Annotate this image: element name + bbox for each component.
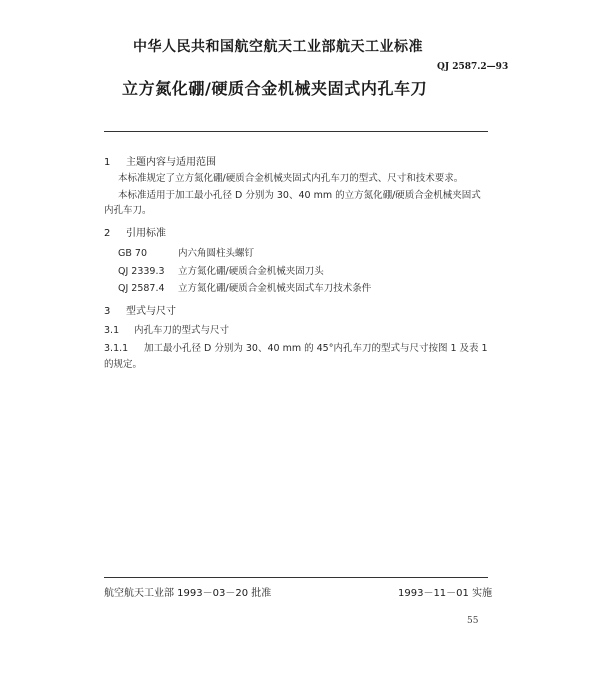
reference-item bbox=[118, 263, 324, 277]
reference-title: 立方氮化硼/硬质合金机械夹固刀头 bbox=[178, 266, 324, 277]
section-1-title: 主题内容与适用范围 bbox=[126, 157, 216, 168]
subsection-3-1-1-text: 加工最小孔径 D 分别为 30、40 mm 的 45°内孔车刀的型式与尺寸按图 1 及表 1 bbox=[144, 343, 488, 354]
section-3-number: 3 bbox=[104, 306, 111, 317]
reference-item bbox=[118, 245, 254, 259]
section-3-heading bbox=[104, 302, 176, 317]
reference-title: 立方氮化硼/硬质合金机械夹固式车刀技术条件 bbox=[178, 283, 372, 294]
standard-code: QJ 2587.2—93 bbox=[437, 62, 509, 72]
effective-date: 1993－11－01 实施 bbox=[398, 588, 493, 599]
section-1-paragraph-1: 本标准规定了立方氮化硼/硬质合金机械夹固式内孔车刀的型式、尺寸和技术要求。 bbox=[118, 173, 464, 184]
header-divider bbox=[104, 131, 488, 132]
subsection-3-1-1-line-1 bbox=[104, 340, 488, 354]
section-1-paragraph-2-line-2: 内孔车刀。 bbox=[104, 205, 152, 216]
approval-line: 航空航天工业部 1993－03－20 批准 bbox=[104, 588, 272, 599]
subsection-3-1-number: 3.1 bbox=[104, 325, 120, 336]
section-1-paragraph-2-line-1: 本标准适用于加工最小孔径 D 分别为 30、40 mm 的立方氮化硼/硬质合金机械夹固式 bbox=[118, 190, 481, 201]
reference-code: GB 70 bbox=[118, 248, 147, 259]
subsection-3-1-1-number: 3.1.1 bbox=[104, 343, 129, 354]
reference-item bbox=[118, 280, 371, 294]
page-number: 55 bbox=[467, 616, 479, 626]
section-1-heading bbox=[104, 153, 216, 168]
reference-title: 内六角圆柱头螺钉 bbox=[178, 248, 255, 259]
section-2-title: 引用标准 bbox=[126, 228, 166, 239]
issuing-organization: 中华人民共和国航空航天工业部航天工业标准 bbox=[133, 39, 423, 55]
subsection-3-1-1-line-2: 的规定。 bbox=[104, 359, 143, 370]
section-1-number: 1 bbox=[104, 157, 111, 168]
subsection-3-1-title: 内孔车刀的型式与尺寸 bbox=[134, 325, 230, 336]
section-2-number: 2 bbox=[104, 228, 111, 239]
document-title: 立方氮化硼/硬质合金机械夹固式内孔车刀 bbox=[122, 79, 428, 98]
section-3-title: 型式与尺寸 bbox=[126, 306, 176, 317]
reference-code: QJ 2339.3 bbox=[118, 266, 165, 277]
section-2-heading bbox=[104, 224, 166, 239]
footer-divider bbox=[104, 577, 488, 578]
subsection-3-1-heading bbox=[104, 322, 229, 336]
reference-code: QJ 2587.4 bbox=[118, 283, 165, 294]
